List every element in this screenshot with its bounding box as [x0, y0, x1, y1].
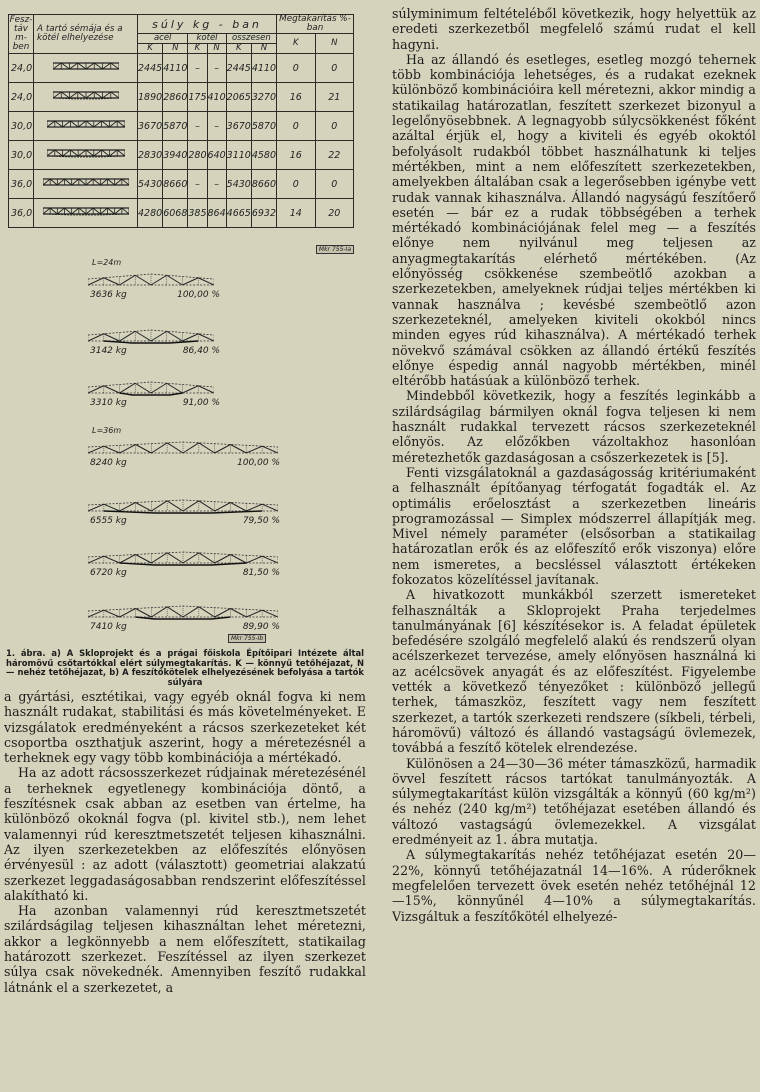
truss-weight-label: 3636 kg: [90, 290, 127, 300]
header-total-K: K: [226, 44, 251, 54]
cell-steel-N: 2860: [163, 83, 188, 112]
cell-scheme: [34, 199, 138, 228]
header-steel: acél: [138, 34, 188, 44]
paragraph: Ha az adott rácsosszerkezet rúdjainak méretezésénél a terheknek egyetlenegy kombinációja döntő, a feszítésnek csak abban az esetben van értelme, ha különböző okoknál fogva (pl. kivitel stb.), nem lehet valamennyi rúd keresztmetszetét teljesen kihasználni. Az ilyen szerkezetekben az előfeszítés előnyösen érvényesül : az adott (választott) geometriai alakzatú szerkezet leggadaságosabban rendszerint előfeszítéssel alakítható ki.: [4, 765, 366, 903]
cell-save-N: 20: [315, 199, 353, 228]
truss-diagram-icon: [88, 268, 214, 290]
right-column-text: [392, 6, 756, 924]
cell-span: 30,0: [9, 141, 34, 170]
truss-diagram-icon: [88, 546, 278, 568]
figure-caption-text: 1. ábra. a) A Skloprojekt és a prágai főiskola Építőipari Intézete által háromövű csőtartókkal elért súlymegtakarítás. K — könnyű tetőhéjazat, N — nehéz tetőhéjazat, b) A feszítőkötelek elhelyezésének befolyása a tartók súlyára: [6, 648, 364, 687]
cell-total-N: 4580: [251, 141, 276, 170]
truss-diagram-icon: [88, 324, 214, 346]
paragraph: Mindebből következik, hogy a feszítés leginkább a szilárdságilag bármilyen oknál fogva teljesen ki nem használt rudakkal tervezett rácsos szerkezeteknél előnyös. Az előzőkben vázoltakhoz hasonlóan méretezhetők gazdaságosan a csőszerkezetek is [5].: [392, 388, 756, 465]
cell-save-N: 21: [315, 83, 353, 112]
cell-steel-K: 4280: [138, 199, 163, 228]
truss-weight-label: 6720 kg: [90, 568, 127, 578]
header-total-N: N: [251, 44, 276, 54]
header-save-K: K: [277, 34, 315, 54]
cell-span: 36,0: [9, 199, 34, 228]
cell-steel-K: 1890: [138, 83, 163, 112]
figure-a-table-container: [8, 14, 354, 253]
table-row: [9, 112, 354, 141]
cell-cable-N: –: [207, 54, 226, 83]
cell-cable-K: 175: [188, 83, 207, 112]
cell-steel-N: 6068: [163, 199, 188, 228]
span-length-label: L=24m: [92, 258, 122, 267]
cell-save-K: 0: [277, 54, 315, 83]
truss-scheme-icon: [43, 178, 129, 187]
header-cable-N: N: [207, 44, 226, 54]
cell-steel-K: 2445: [138, 54, 163, 83]
paragraph: A súlymegtakarítás nehéz tetőhéjazat esetén 20—22%, könnyű tetőhéjazatnál 14—16%. A rúderőknek megfelelően tervezett övek esetén nehéz tetőhéjnál 12—15%, könnyűnél 4—10% a súlymegtakarítás. Vizsgáltuk a feszítőkötél elhelyezé-: [392, 847, 756, 924]
truss-weight-label: 6555 kg: [90, 516, 127, 526]
cell-steel-N: 3940: [163, 141, 188, 170]
cell-cable-K: 385: [188, 199, 207, 228]
truss-percent-label: 89,90 %: [242, 622, 280, 632]
cell-cable-N: 410: [207, 83, 226, 112]
truss-diagram-icon: [88, 436, 278, 458]
paragraph: Ha az állandó és esetleges, esetleg mozgó tehernek több kombinációja lehetséges, és a rudakat ezeknek különböző kombinációira kell méretezni, akkor mindig a statikailag határozatlan, feszített szerkezet bizonyul a legelőnyösebbnek. A legnagyobb súlycsökkenést főként azáltal érjük el, hogy a kiviteli és egyéb okoktól befolyásolt rudakból többet használhatunk ki teljes mértékben, mint a nem előfeszített szerkezetekben, amelyekben általában csak a legerősebben igénybe vett rudak vannak kihasználva. Állandó nagyságú feszítőerő esetén — bár ez a rudak többségében a terhek mértékadó kombinációjának felel meg — a feszítés előnye nem nyilvánul meg teljesen az anyagmegtakarítás elérhető mértékében. (Az előnyösség csökkenése szembeötlő azokban a szerkezetekben, amelyeknek rúdjai teljes mértékben ki vannak használva ; kevésbé szembeötlő azon szerkezeteknél, amelyeken kiviteli okokból nincs minden egyes rúd kihasználva). A mértékadó terhek növekvő számával csökken az állandó értékű feszítés előnye éspedig annál nagyobb mértékben, minél eltérőbb hatásúak a különböző terhek.: [392, 51, 756, 389]
table-row: [9, 54, 354, 83]
table-row: [9, 170, 354, 199]
figure-b-reference: Mkr 755-Ib: [228, 634, 266, 643]
paragraph: Ha azonban valamennyi rúd keresztmetszetét szilárdságilag teljesen kihasználtan lehet méretezni, akkor a legkönnyebb a nem előfeszített, statikailag határozott szerkezet. Feszítéssel az ilyen szerkezet súlya csak növekednék. Amennyiben feszítő rudakkal látnánk el a szerkezetet, a: [4, 903, 366, 995]
truss-weight-label: 8240 kg: [90, 458, 127, 468]
weight-savings-table: [8, 14, 354, 228]
header-span: Fesz-táv m-ben: [9, 15, 33, 52]
truss-diagram-icon: [88, 494, 278, 516]
header-savings: Megtakarítás %-ban: [277, 15, 354, 34]
paragraph: súlyminimum feltételéből következik, hogy helyettük az eredeti szerkezetből megfelelő számú rudat el kell hagyni.: [392, 6, 756, 52]
truss-diagram-icon: [88, 600, 278, 622]
cell-save-N: 22: [315, 141, 353, 170]
cell-save-K: 16: [277, 83, 315, 112]
cell-steel-N: 8660: [163, 170, 188, 199]
header-steel-N: N: [163, 44, 188, 54]
truss-scheme-icon: [43, 207, 129, 216]
cell-cable-K: –: [188, 170, 207, 199]
cell-save-K: 0: [277, 112, 315, 141]
paragraph: Fenti vizsgálatoknál a gazdaságosság kritériumaként a felhasznált építőanyag térfogatát fogadták el. Az optimális erőelosztást a szerkezetben lineáris programozással — Simplex módszerrel állapítják meg. Mivel némely paraméter (elsősorban a statikailag határozatlan erők és az előfeszítő erők viszonya) előre nem ismeretes, a becsléssel választott értékeken fokozatos közelítéssel javítanak.: [392, 464, 756, 587]
cell-span: 24,0: [9, 54, 34, 83]
table-row: [9, 199, 354, 228]
truss-weight-label: 3310 kg: [90, 398, 127, 408]
cell-cable-K: –: [188, 54, 207, 83]
truss-percent-label: 91,00 %: [182, 398, 220, 408]
cell-total-N: 8660: [251, 170, 276, 199]
header-save-N: N: [315, 34, 353, 54]
cell-total-K: 5430: [226, 170, 251, 199]
paragraph: a gyártási, esztétikai, vagy egyéb oknál fogva ki nem használt rudakat, stabilitási és más követelményeket. E vizsgálatok eredményeként a rácsos szerkezeteket két csoportba oszthatjuk aszerint, hogy a méretezésnél a terheknek egy vagy több kombinációja a mértékadó.: [4, 689, 366, 766]
truss-percent-label: 100,00 %: [177, 290, 220, 300]
cell-steel-N: 5870: [163, 112, 188, 141]
cell-span: 36,0: [9, 170, 34, 199]
cell-save-N: 0: [315, 54, 353, 83]
truss-percent-label: 100,00 %: [237, 458, 280, 468]
cell-cable-K: 280: [188, 141, 207, 170]
span-length-label: L=36m: [92, 426, 122, 435]
cell-scheme: [34, 83, 138, 112]
truss-scheme-icon: [53, 91, 119, 100]
header-weight: súly kg - ban: [138, 15, 277, 34]
cell-save-K: 0: [277, 170, 315, 199]
header-cable-K: K: [188, 44, 207, 54]
left-column-text: [4, 689, 366, 995]
cell-scheme: [34, 112, 138, 141]
figure-caption: [6, 649, 364, 687]
table-row: [9, 83, 354, 112]
cell-save-K: 16: [277, 141, 315, 170]
cell-steel-K: 5430: [138, 170, 163, 199]
cell-save-N: 0: [315, 170, 353, 199]
figure-b-truss-diagrams: [80, 258, 280, 648]
cell-scheme: [34, 170, 138, 199]
cell-steel-K: 3670: [138, 112, 163, 141]
cell-cable-N: –: [207, 170, 226, 199]
cell-cable-N: 640: [207, 141, 226, 170]
cell-total-N: 5870: [251, 112, 276, 141]
truss-percent-label: 81,50 %: [242, 568, 280, 578]
truss-percent-label: 86,40 %: [182, 346, 220, 356]
header-cable: kötél: [188, 34, 226, 44]
cell-span: 30,0: [9, 112, 34, 141]
header-scheme: A tartó sémája és a kötél elhelyezése: [34, 15, 138, 54]
cell-scheme: [34, 54, 138, 83]
cell-total-K: 4665: [226, 199, 251, 228]
cell-save-N: 0: [315, 112, 353, 141]
truss-weight-label: 3142 kg: [90, 346, 127, 356]
cell-total-N: 6932: [251, 199, 276, 228]
figure-a-reference: Mkr 755-Ia: [316, 245, 354, 254]
table-row: [9, 141, 354, 170]
paragraph: Különösen a 24—30—36 méter támaszközű, harmadik övvel feszített rácsos tartókat tanulmányozták. A súlymegtakarítást külön vizsgálták a könnyű (60 kg/m²) és nehéz (240 kg/m²) tetőhéjazat esetében állandó és változó vastagságú övlemezekkel. A vizsgálat eredményeit az 1. ábra mutatja.: [392, 755, 756, 848]
header-total: összesen: [226, 34, 276, 44]
cell-save-K: 14: [277, 199, 315, 228]
cell-total-K: 2445: [226, 54, 251, 83]
cell-cable-N: 864: [207, 199, 226, 228]
cell-scheme: [34, 141, 138, 170]
cell-total-K: 3110: [226, 141, 251, 170]
cell-cable-N: –: [207, 112, 226, 141]
cell-total-K: 2065: [226, 83, 251, 112]
truss-scheme-icon: [47, 149, 125, 158]
truss-weight-label: 7410 kg: [90, 622, 127, 632]
cell-span: 24,0: [9, 83, 34, 112]
truss-percent-label: 79,50 %: [242, 516, 280, 526]
cell-total-N: 4110: [251, 54, 276, 83]
cell-cable-K: –: [188, 112, 207, 141]
cell-total-K: 3670: [226, 112, 251, 141]
cell-total-N: 3270: [251, 83, 276, 112]
truss-diagram-icon: [88, 376, 214, 398]
truss-scheme-icon: [53, 62, 119, 71]
truss-scheme-icon: [47, 120, 125, 129]
cell-steel-K: 2830: [138, 141, 163, 170]
paragraph: A hivatkozott munkákból szerzett ismereteket felhasználták a Skloprojekt Praha terjedelmes tanulmányának [6] készítésekor is. A feladat épületek befedésére szolgáló megfelelő alakú és rendszerű olyan acélszerkezet tervezése, amely előnyösen használná ki az acélcsövek anyagát és az előfeszítést. Figyelembe vették a következő tényezőket : különböző jellegű terhek, támaszköz, feszített vagy nem feszített szerkezet, a tartók szerkezeti rendszere (síkbeli, térbeli, háromövű) változó és állandó vastagságú övlemezek, továbbá a feszítő kötelek elrendezése.: [392, 587, 756, 756]
header-steel-K: K: [138, 44, 163, 54]
cell-steel-N: 4110: [163, 54, 188, 83]
